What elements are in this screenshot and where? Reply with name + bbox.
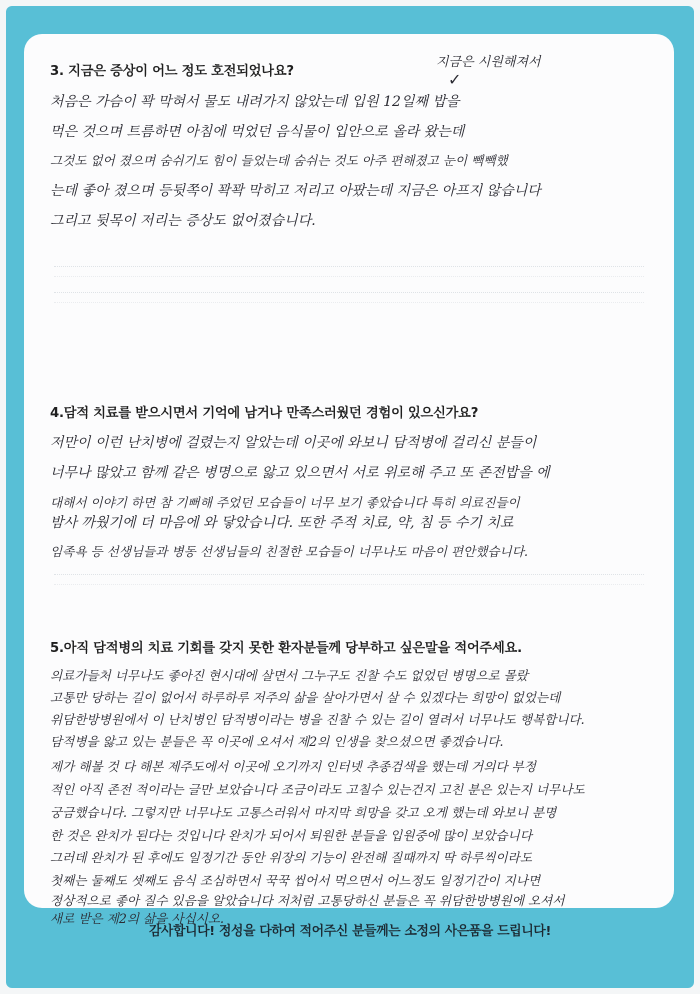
answer-5-line: 정상적으로 좋아 질수 있음을 알았습니다 저처럼 고통당하신 분들은 꼭 위담한방병원에 오셔서 — [50, 893, 565, 908]
answer-3-line: 그리고 뒷목이 저리는 증상도 없어졌습니다. — [50, 213, 316, 229]
question-3-title: 3. 지금은 증상이 어느 정도 호전되었나요? — [50, 64, 294, 79]
answer-4-line: 밤사 까웠기에 더 마음에 와 닿았습니다. 또한 주적 치료, 약, 침 등 수기 치료 — [50, 515, 514, 531]
question-3-margin-note: 지금은 시원해져서 — [436, 55, 541, 70]
answer-3-line: 처음은 가슴이 꽉 막혀서 물도 내려가지 않았는데 입원 12일째 밥을 — [50, 94, 460, 110]
answer-3-line: 그것도 없어 졌으며 숨쉬기도 힘이 들었는데 숨쉬는 것도 아주 편해졌고 눈이 빽빽했 — [50, 153, 508, 168]
question-4-title: 4.담적 치료를 받으시면서 기억에 남거나 만족스러웠던 경험이 있으신가요? — [50, 406, 479, 421]
answer-3-line: 먹은 것으며 트름하면 아침에 먹었던 음식물이 입안으로 올라 왔는데 — [50, 124, 465, 140]
answer-5-line: 위담한방병원에서 이 난치병인 담적병이라는 병을 진찰 수 있는 길이 열려서 너무나도 행복합니다. — [50, 712, 585, 727]
answer-4-line: 임족욕 등 선생님들과 병동 선생님들의 친절한 모습들이 너무나도 마음이 편안했습니다. — [50, 544, 528, 559]
question-5-title: 5.아직 담적병의 치료 기회를 갖지 못한 환자분들께 당부하고 싶은말을 적어주세요. — [50, 641, 522, 656]
check-mark-icon: ✓ — [448, 70, 462, 89]
answer-5-line: 의료가들처 너무나도 좋아진 현시대에 살면서 그누구도 진찰 수도 없었던 병명으로 몰랐 — [50, 668, 528, 683]
answer-4-line: 저만이 이런 난치병에 걸렸는지 알았는데 이곳에 와보니 담적병에 걸리신 분들이 — [50, 435, 537, 451]
answer-5-line: 고통만 당하는 길이 없어서 하루하루 저주의 삶을 살아가면서 살 수 있겠다는 희망이 없었는데 — [50, 690, 561, 705]
answer-5-line: 제가 해볼 것 다 해본 제주도에서 이곳에 오기까지 인터넷 추종검색을 했는데 거의다 부정 — [50, 759, 536, 774]
form-sheet — [24, 34, 674, 926]
answer-5-line: 궁금했습니다. 그렇지만 너무나도 고통스러워서 마지막 희망을 갖고 오게 했는데 와보니 분명 — [50, 805, 557, 820]
answer-5-line: 첫째는 둘째도 셋째도 음식 조심하면서 꾹꾹 씹어서 먹으면서 어느정도 일정기간이 지나면 — [50, 873, 541, 888]
answer-5-line: 적인 아직 존전 적이라는 글만 보았습니다 조금이라도 고칠수 있는건지 고친 분은 있는지 너무나도 — [50, 782, 585, 797]
answer-5-line: 한 것은 완치가 된다는 것입니다 완치가 되어서 퇴원한 분들을 입원중에 많이 보았습니다 — [50, 828, 532, 843]
answer-4-line: 대해서 이야기 하면 참 기뻐해 주었던 모습들이 너무 보기 좋았습니다 특히 의료진들이 — [50, 495, 520, 510]
show-through-text — [54, 292, 644, 303]
answer-3-line: 는데 좋아 졌으며 등뒷쪽이 꽉꽉 막히고 저리고 아팠는데 지금은 아프지 않습니다 — [50, 183, 541, 199]
show-through-text — [54, 574, 644, 585]
answer-5-line: 새로 받은 제2의 삶을 사십시오. — [50, 911, 225, 926]
answer-5-line: 그러데 완치가 된 후에도 일정기간 동안 위장의 기능이 완전해 질때까지 딱 하루씩이라도 — [50, 850, 532, 865]
answer-4-line: 너무나 많았고 함께 같은 병명으로 앓고 있으면서 서로 위로해 주고 또 존전밥을 에 — [50, 465, 550, 481]
thank-you-footer: 감사합니다! 정성을 다하여 적어주신 분들께는 소정의 사은품을 드립니다! — [148, 924, 551, 939]
answer-5-line: 담적병을 앓고 있는 분들은 꼭 이곳에 오셔서 제2의 인생을 찾으셨으면 좋겠습니다. — [50, 734, 504, 749]
show-through-text — [54, 266, 644, 277]
